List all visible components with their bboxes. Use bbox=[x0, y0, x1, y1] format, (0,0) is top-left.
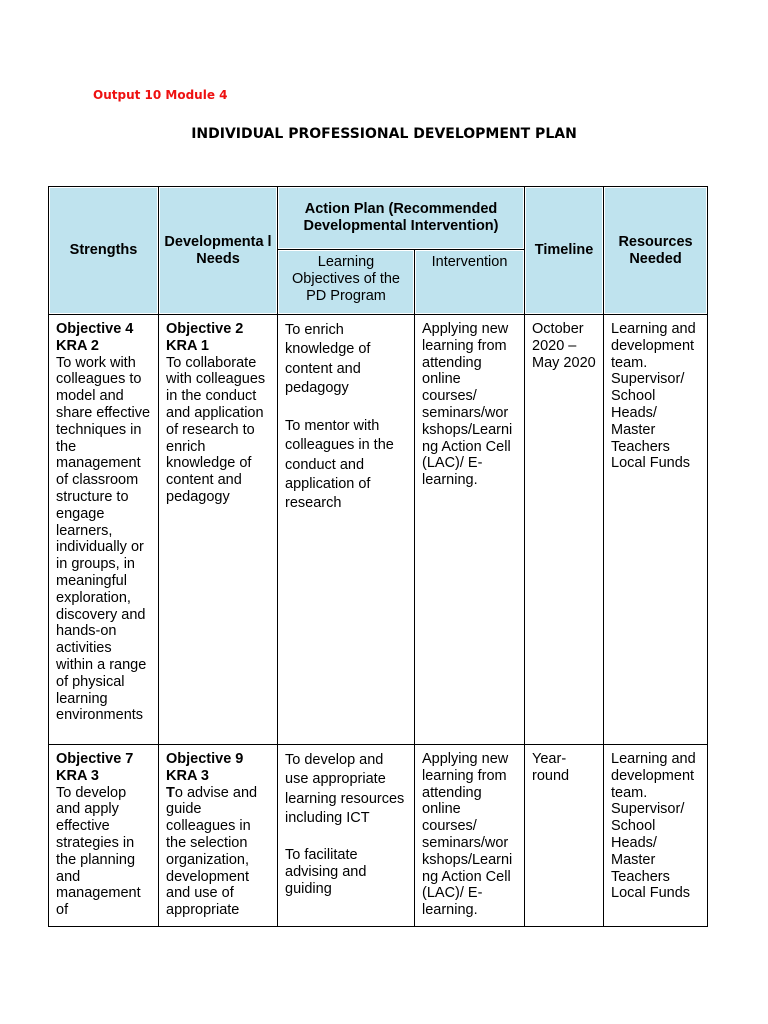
resources-cell bbox=[604, 315, 708, 745]
learning-objective: To mentor with colleagues in the conduct and application of research bbox=[285, 418, 394, 512]
table-row bbox=[49, 315, 708, 745]
timeline-text: Year-round bbox=[532, 751, 570, 784]
intervention-text: Applying new learning from attending online courses/ seminars/wor kshops/Learni ng Action Cell (LAC)/ E-learning. bbox=[422, 751, 513, 919]
output-label: Output 10 Module 4 bbox=[93, 88, 228, 102]
timeline-cell bbox=[525, 315, 604, 745]
learning-objective: To develop and use appropriate learning resources including ICT bbox=[285, 752, 405, 826]
header-resources-needed: Resources Needed bbox=[604, 187, 708, 315]
learning-objective: To facilitate advising and guiding bbox=[285, 847, 367, 897]
intervention-cell bbox=[415, 745, 525, 927]
intervention-text: Applying new learning from attending online courses/ seminars/wor kshops/Learni ng Action Cell (LAC)/ E-learning. bbox=[422, 321, 513, 489]
strength-cell bbox=[49, 745, 159, 927]
strength-title: Objective 4 KRA 2 bbox=[56, 321, 134, 354]
intervention-cell bbox=[415, 315, 525, 745]
need-title: Objective 2 KRA 1 bbox=[166, 321, 244, 354]
strength-text: To develop and apply effective strategies in the planning and management of bbox=[56, 784, 141, 919]
resources-text: Learning and development team. Supervisor/ School Heads/ Master Teachers Local Funds bbox=[611, 321, 696, 472]
need-text: To advise and guide colleagues in the selection organization, development and use of appropriate bbox=[166, 784, 258, 919]
header-action-plan: Action Plan (Recommended Developmental Intervention) bbox=[278, 187, 525, 250]
header-learning-objectives: Learning Objectives of the PD Program bbox=[278, 250, 415, 315]
timeline-text: October 2020 – May 2020 bbox=[532, 321, 596, 371]
need-title: Objective 9 KRA 3 bbox=[166, 751, 244, 784]
timeline-cell bbox=[525, 745, 604, 927]
document-title: INDIVIDUAL PROFESSIONAL DEVELOPMENT PLAN bbox=[191, 126, 577, 142]
development-plan-table bbox=[48, 186, 708, 927]
resources-cell bbox=[604, 745, 708, 927]
table-row bbox=[49, 745, 708, 927]
need-cell bbox=[159, 745, 278, 927]
learning-objective: To enrich knowledge of content and pedagogy bbox=[285, 322, 371, 396]
header-timeline: Timeline bbox=[525, 187, 604, 315]
need-text: To collaborate with colleagues in the conduct and application of research to enrich knowledge of content and pedagogy bbox=[166, 354, 266, 505]
header-developmental-needs: Developmenta l Needs bbox=[159, 187, 278, 315]
strength-title: Objective 7 KRA 3 bbox=[56, 751, 134, 784]
learning-objectives-cell bbox=[278, 745, 415, 927]
header-intervention: Intervention bbox=[415, 250, 525, 315]
strength-cell bbox=[49, 315, 159, 745]
need-cell bbox=[159, 315, 278, 745]
strength-text: To work with colleagues to model and share effective techniques in the management of classroom structure to engage learners, individually or in groups, in meaningful exploration, discovery and hands-on activities within a range of physical learning environments bbox=[56, 354, 151, 724]
resources-text: Learning and development team. Supervisor/ School Heads/ Master Teachers Local Funds bbox=[611, 751, 696, 902]
learning-objectives-cell bbox=[278, 315, 415, 745]
header-strengths: Strengths bbox=[49, 187, 159, 315]
